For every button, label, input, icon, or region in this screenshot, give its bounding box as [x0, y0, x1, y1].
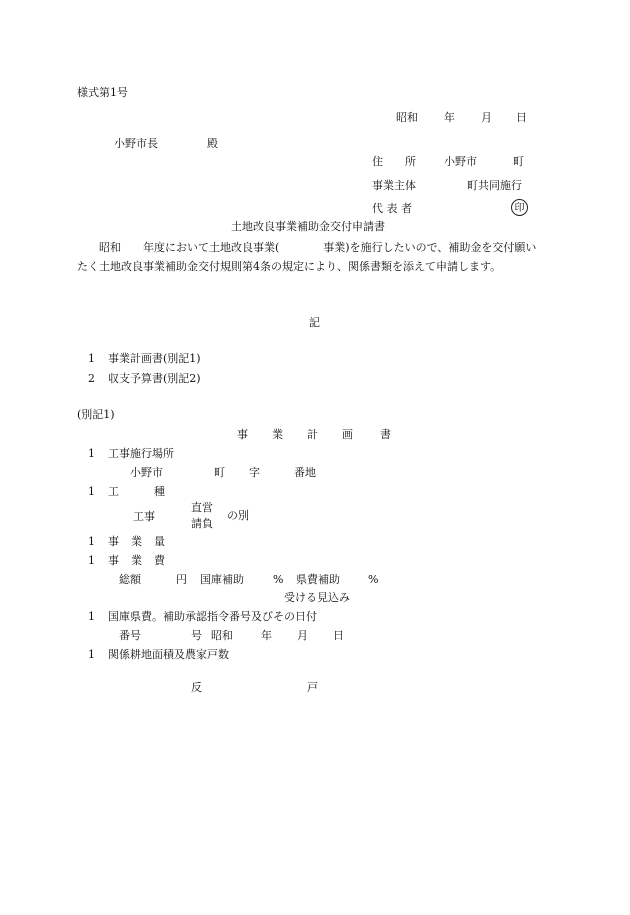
appendix-title-char: 画	[342, 428, 353, 441]
ki-heading: 記	[309, 316, 320, 329]
location-city: 小野市	[130, 466, 163, 479]
area-tan: 反	[191, 681, 202, 694]
date-year: 年	[444, 111, 455, 124]
approval-year: 年	[261, 629, 272, 642]
date-month: 月	[481, 111, 492, 124]
section-num: 1	[88, 535, 95, 548]
appendix-title-char: 計	[307, 428, 318, 441]
section-label-char: 量	[154, 535, 165, 548]
cost-yen: 円	[176, 573, 187, 586]
appendix-title-char: 事	[237, 428, 248, 441]
cost-total: 総額	[119, 573, 141, 586]
work-koji: 工事	[133, 510, 155, 523]
attachment-num: 1	[88, 352, 95, 365]
appendix-label: (別記1)	[77, 408, 115, 421]
approval-go: 号	[191, 629, 202, 642]
households-ko: 戸	[307, 681, 318, 694]
section-label: 国庫県費。補助承認指令番号及びその日付	[108, 610, 317, 623]
section-label: 工事施行場所	[108, 447, 174, 460]
section-label-char: 業	[131, 554, 142, 567]
section-num: 1	[88, 485, 95, 498]
attachment-num: 2	[88, 372, 95, 385]
location-aza: 字	[249, 466, 260, 479]
form-number: 様式第1号	[77, 86, 128, 99]
section-label-char: 業	[131, 535, 142, 548]
entity-value: 町共同施行	[467, 179, 522, 192]
work-ukeoi: 請負	[191, 517, 213, 530]
address-city: 小野市	[444, 155, 477, 168]
approval-month: 月	[297, 629, 308, 642]
cost-expected: 受ける見込み	[284, 591, 350, 604]
section-label: 関係耕地面積及農家戸数	[108, 648, 229, 661]
appendix-title-char: 書	[380, 428, 391, 441]
section-num: 1	[88, 554, 95, 567]
address-label: 住 所	[372, 155, 416, 168]
representative-label: 代 表 者	[372, 202, 412, 215]
document-title: 土地改良事業補助金交付申請書	[231, 220, 385, 233]
date-day: 日	[516, 111, 527, 124]
section-label-char: 事	[108, 554, 119, 567]
cost-prefectural-subsidy: 県費補助	[296, 573, 340, 586]
cost-national-subsidy: 国庫補助	[200, 573, 244, 586]
approval-number: 番号	[119, 629, 141, 642]
body-paragraph: 昭和 年度において土地改良事業( 事業)を施行したいので、補助金を交付願いたく土地改良事業補助金交付規則第4条の規定により、関係書類を添えて申請します。	[77, 241, 537, 273]
addressee-title: 小野市長	[114, 137, 158, 150]
section-num: 1	[88, 447, 95, 460]
seal-mark: 印	[511, 199, 528, 216]
section-num: 1	[88, 610, 95, 623]
section-label-char: 費	[154, 554, 165, 567]
work-nobetsu: の別	[227, 509, 249, 522]
approval-day: 日	[333, 629, 344, 642]
date-era: 昭和	[396, 111, 418, 124]
attachment-item: 収支予算書(別記2)	[108, 372, 201, 385]
location-banchi: 番地	[294, 466, 316, 479]
addressee-honorific: 殿	[207, 137, 218, 150]
cost-percent: %	[368, 573, 379, 586]
approval-era: 昭和	[211, 629, 233, 642]
section-num: 1	[88, 648, 95, 661]
address-town: 町	[513, 155, 524, 168]
section-label: 種	[154, 485, 165, 498]
section-label: 工	[108, 485, 119, 498]
entity-label: 事業主体	[372, 179, 416, 192]
location-town: 町	[214, 466, 225, 479]
cost-percent: %	[273, 573, 284, 586]
attachment-item: 事業計画書(別記1)	[108, 352, 201, 365]
appendix-title-char: 業	[272, 428, 283, 441]
work-chokuei: 直営	[191, 501, 213, 514]
section-label-char: 事	[108, 535, 119, 548]
